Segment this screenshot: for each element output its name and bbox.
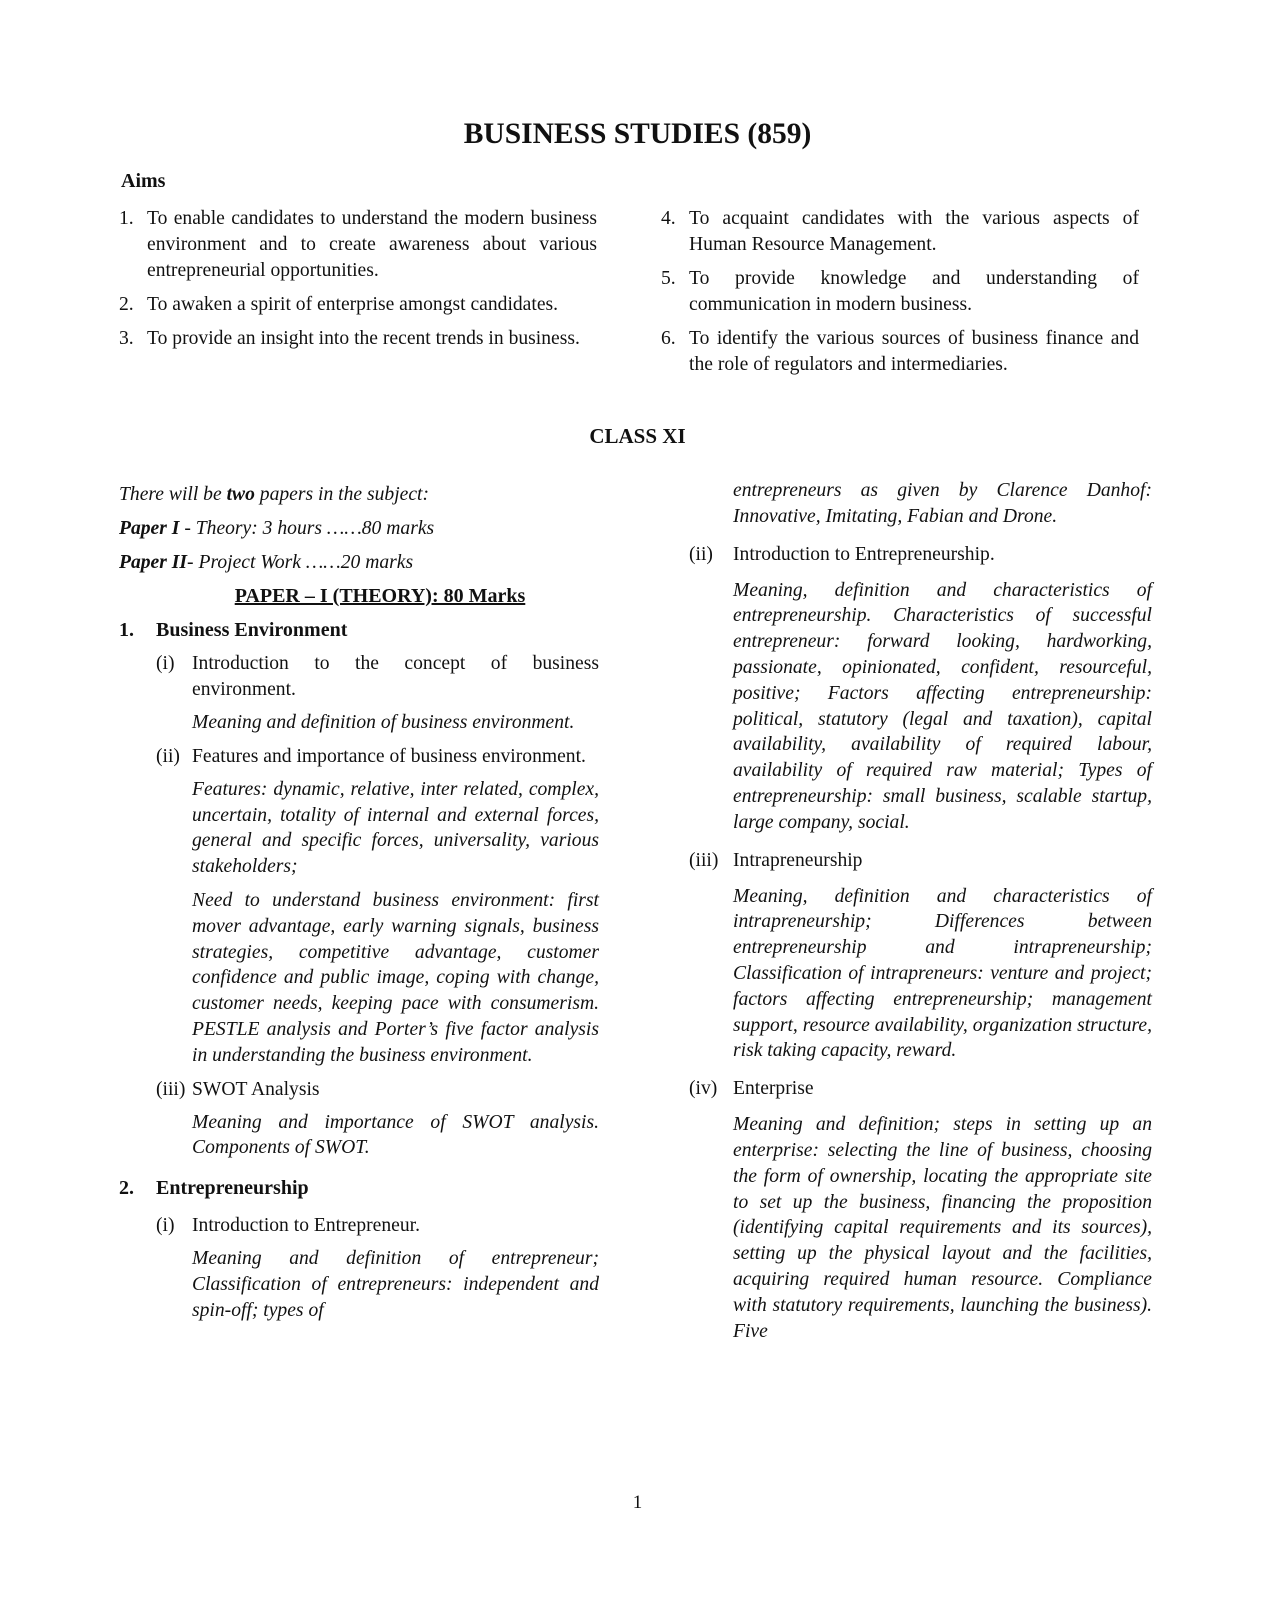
- aim-text: To provide knowledge and understanding of communication in modern business.: [689, 268, 1139, 315]
- subsection-description: Meaning and definition of business environment.: [192, 712, 575, 733]
- aims-heading: Aims: [121, 170, 166, 192]
- paper-one-text: - Theory: 3 hours ……80 marks: [179, 518, 435, 539]
- aim-item: [119, 326, 597, 352]
- aim-item: [119, 206, 597, 284]
- aim-number: 1.: [119, 208, 134, 229]
- subsection-number: (iv): [689, 1078, 718, 1100]
- subsection-description: Meaning, definition and characteristics of entrepreneurship. Characteristics of successful entrepreneur: forward looking, hardworking, passionate, opinionated, confident, resourceful, positive; Factors affecting entrepreneurship: political, statutory (legal and taxation), capital availability, availability of required labour, availability of required raw material; Types of entrepreneurship: small business, scalable startup, large company, social.: [733, 579, 1152, 833]
- class-heading: CLASS XI: [589, 424, 686, 448]
- subsection-heading: [156, 1077, 599, 1103]
- subsection-title: Introduction to Entrepreneur.: [192, 1215, 420, 1237]
- subsection-description: Features: dynamic, relative, inter related, complex, uncertain, totality of internal and external forces, general and specific forces, universality, various stakeholders;: [192, 778, 599, 878]
- subsection-description: Need to understand business environment: first mover advantage, early warning signals, business strategies, competitive advantage, customer confidence and public image, coping with change, customer needs, keeping pace with consumerism. PESTLE analysis and Porter’s five factor analysis in understanding the business environment.: [192, 889, 599, 1066]
- paper-two-line: [119, 546, 599, 580]
- subsection-heading: [156, 1213, 599, 1239]
- subsection-title: Introduction to Entrepreneurship.: [733, 543, 995, 565]
- section-title: Business Environment: [156, 619, 348, 641]
- subsection-description: Meaning, definition and characteristics of intrapreneurship; Differences between entrepreneurship and intrapreneurship; Classification of intrapreneurs: venture and project; factors affecting entrepreneurship; management support, resource availability, organization structure, risk taking capacity, reward.: [733, 885, 1152, 1062]
- subsection-heading: [156, 744, 599, 770]
- subsection-title: Features and importance of business environment.: [192, 745, 586, 767]
- aim-number: 5.: [661, 268, 676, 289]
- subsection-number: (ii): [689, 543, 713, 565]
- subsection-heading: [689, 848, 1152, 874]
- subsection-number: (iii): [156, 1078, 186, 1100]
- subsection-title: Enterprise: [733, 1078, 814, 1100]
- aim-text: To awaken a spirit of enterprise amongst candidates.: [147, 294, 559, 315]
- paper-heading: PAPER – I (THEORY): 80 Marks: [234, 585, 526, 607]
- aim-text: To identify the various sources of business finance and the role of regulators and intermediaries.: [689, 328, 1139, 375]
- subsection-description: Meaning and importance of SWOT analysis. Components of SWOT.: [192, 1111, 599, 1159]
- aim-number: 3.: [119, 328, 134, 349]
- aims-list-left: [119, 206, 597, 360]
- subsection-number: (ii): [156, 745, 180, 767]
- section-number: 2.: [119, 1177, 134, 1200]
- subsection-number: (iii): [689, 849, 719, 871]
- section-number: 1.: [119, 619, 134, 641]
- intro-papers-line: [119, 478, 599, 512]
- page-title: BUSINESS STUDIES (859): [463, 118, 812, 150]
- aim-item: [119, 292, 597, 318]
- aim-number: 4.: [661, 208, 676, 229]
- section-heading: [119, 1175, 599, 1201]
- subsection-title: Intrapreneurship: [733, 849, 863, 871]
- subsection-description: Meaning and definition; steps in setting up an enterprise: selecting the line of business, choosing the form of ownership, locating the appropriate site to set up the business, financing the proposition (identifying capital requirements and its sources), setting up the physical layout and the facilities, acquiring required human resource. Compliance with statutory requirements, launching the business). Five: [733, 1114, 1152, 1342]
- section-title: Entrepreneurship: [156, 1177, 309, 1200]
- subsection-number: (i): [156, 1215, 175, 1237]
- aim-item: [661, 326, 1139, 378]
- aim-item: [661, 206, 1139, 258]
- aim-text: To enable candidates to understand the modern business environment and to create awareness about various entrepreneurial opportunities.: [147, 208, 597, 281]
- paper-two-text: - Project Work ……20 marks: [187, 552, 414, 573]
- intro-emphasis: two: [226, 484, 255, 505]
- paper-one-label: Paper I: [119, 518, 180, 539]
- subsection-heading: [689, 1076, 1152, 1102]
- subsection-description-continued: entrepreneurs as given by Clarence Danhof: Innovative, Imitating, Fabian and Drone.: [733, 480, 1152, 527]
- aims-list-right: [661, 206, 1139, 386]
- aim-text: To acquaint candidates with the various aspects of Human Resource Management.: [689, 208, 1139, 255]
- subsection-title: SWOT Analysis: [192, 1078, 320, 1100]
- section-heading: [119, 617, 599, 643]
- paper-two-label: Paper II: [119, 552, 188, 573]
- aim-text: To provide an insight into the recent trends in business.: [147, 328, 580, 349]
- aim-item: [661, 266, 1139, 318]
- aim-number: 2.: [119, 294, 134, 315]
- aim-number: 6.: [661, 328, 676, 349]
- right-column: [689, 478, 1152, 1352]
- subsection-description: Meaning and definition of entrepreneur; Classification of entrepreneurs: independent and spin-off; types of: [192, 1248, 599, 1321]
- left-column: [119, 478, 599, 1332]
- subsection-title: Introduction to the concept of business environment.: [192, 653, 599, 700]
- subsection-number: (i): [156, 653, 175, 674]
- subsection-heading: [689, 542, 1152, 568]
- intro-text: There will be: [119, 484, 227, 505]
- page-number: 1: [632, 1492, 643, 1513]
- paper-one-line: [119, 512, 599, 546]
- subsection-heading: [156, 651, 599, 703]
- intro-text: papers in the subject:: [254, 484, 430, 505]
